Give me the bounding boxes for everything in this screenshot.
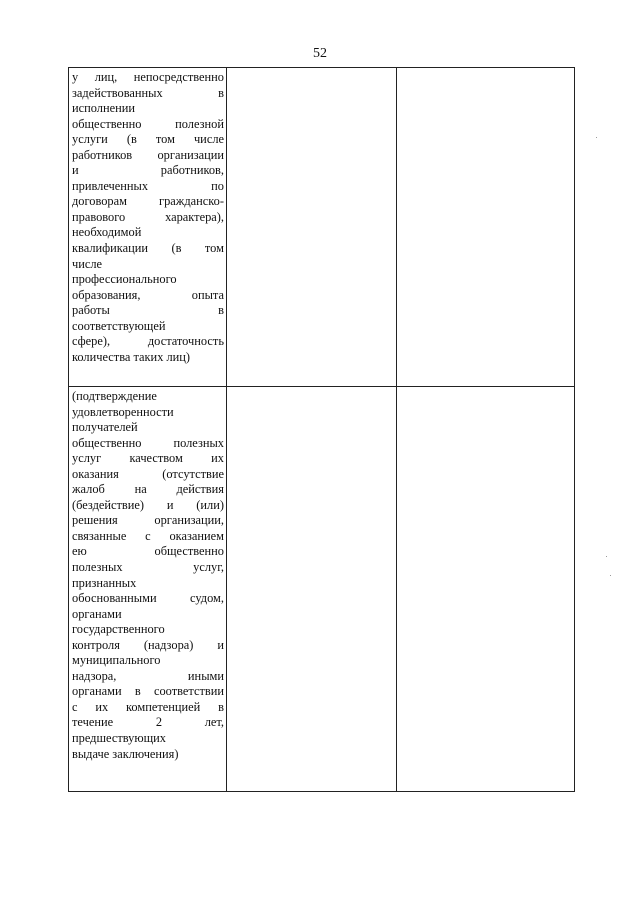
scan-speck bbox=[596, 137, 597, 138]
criterion-line: договорам гражданско- bbox=[72, 194, 224, 209]
table-row bbox=[69, 387, 575, 792]
criterion-line: с их компетенцией в bbox=[72, 699, 224, 714]
criterion-line: профессионального bbox=[72, 272, 177, 287]
criterion-text bbox=[69, 387, 226, 764]
criterion-line: услуг качеством их bbox=[72, 451, 224, 466]
criterion-line: образования, опыта bbox=[72, 287, 224, 302]
document-table bbox=[68, 67, 575, 792]
criterion-cell bbox=[69, 387, 227, 792]
criterion-line: числе bbox=[72, 256, 103, 271]
criterion-line: надзора, иными bbox=[72, 668, 224, 683]
criterion-line: (бездействие) и (или) bbox=[72, 497, 224, 512]
criterion-line: квалификации (в том bbox=[72, 241, 224, 256]
criterion-line: решения организации, bbox=[72, 513, 224, 528]
criterion-line: жалоб на действия bbox=[72, 482, 224, 497]
table-cell-column-3 bbox=[397, 68, 575, 387]
criterion-line: необходимой bbox=[72, 225, 142, 240]
scan-speck bbox=[606, 556, 607, 557]
criterion-line: получателей bbox=[72, 420, 138, 435]
criterion-line: (подтверждение bbox=[72, 389, 157, 403]
criterion-line: общественно полезных bbox=[72, 435, 224, 450]
criterion-line: признанных bbox=[72, 575, 137, 590]
criterion-line: муниципального bbox=[72, 653, 161, 668]
criterion-line: задействованных в bbox=[72, 85, 224, 100]
scan-speck bbox=[610, 575, 611, 576]
criterion-line: привлеченных по bbox=[72, 178, 224, 193]
criterion-line: органами bbox=[72, 606, 122, 621]
table-cell-column-3 bbox=[397, 387, 575, 792]
criterion-line: правового характера), bbox=[72, 209, 224, 224]
criterion-line: контроля (надзора) и bbox=[72, 637, 224, 652]
criterion-line: общественно полезной bbox=[72, 116, 224, 131]
criterion-line: оказания (отсутствие bbox=[72, 466, 224, 481]
criterion-line: сфере), достаточность bbox=[72, 334, 224, 349]
criterion-line: выдаче заключения) bbox=[72, 746, 179, 761]
criterion-line: услуги (в том числе bbox=[72, 132, 224, 147]
criterion-line: количества таких лиц) bbox=[72, 349, 191, 364]
criterion-line: обоснованными судом, bbox=[72, 591, 224, 606]
criterion-cell bbox=[69, 68, 227, 387]
criterion-line: работы в bbox=[72, 303, 224, 318]
criterion-line: соответствующей bbox=[72, 318, 166, 333]
criterion-line: связанные с оказанием bbox=[72, 528, 224, 543]
criterion-line: ею общественно bbox=[72, 544, 224, 559]
criterion-line: у лиц, непосредственно bbox=[72, 70, 224, 84]
table-row bbox=[69, 68, 575, 387]
table-cell-column-2 bbox=[227, 387, 397, 792]
criterion-line: исполнении bbox=[72, 101, 135, 116]
table-cell-column-2 bbox=[227, 68, 397, 387]
criterion-text bbox=[69, 68, 226, 367]
page-number: 52 bbox=[313, 46, 327, 61]
criterion-line: органами в соответствии bbox=[72, 684, 224, 699]
criterion-line: и работников, bbox=[72, 163, 224, 178]
criterion-line: удовлетворенности bbox=[72, 404, 174, 419]
criterion-line: течение 2 лет, bbox=[72, 715, 224, 730]
criterion-line: работников организации bbox=[72, 147, 224, 162]
criterion-line: полезных услуг, bbox=[72, 560, 224, 575]
criterion-line: предшествующих bbox=[72, 731, 166, 746]
criterion-line: государственного bbox=[72, 622, 165, 637]
